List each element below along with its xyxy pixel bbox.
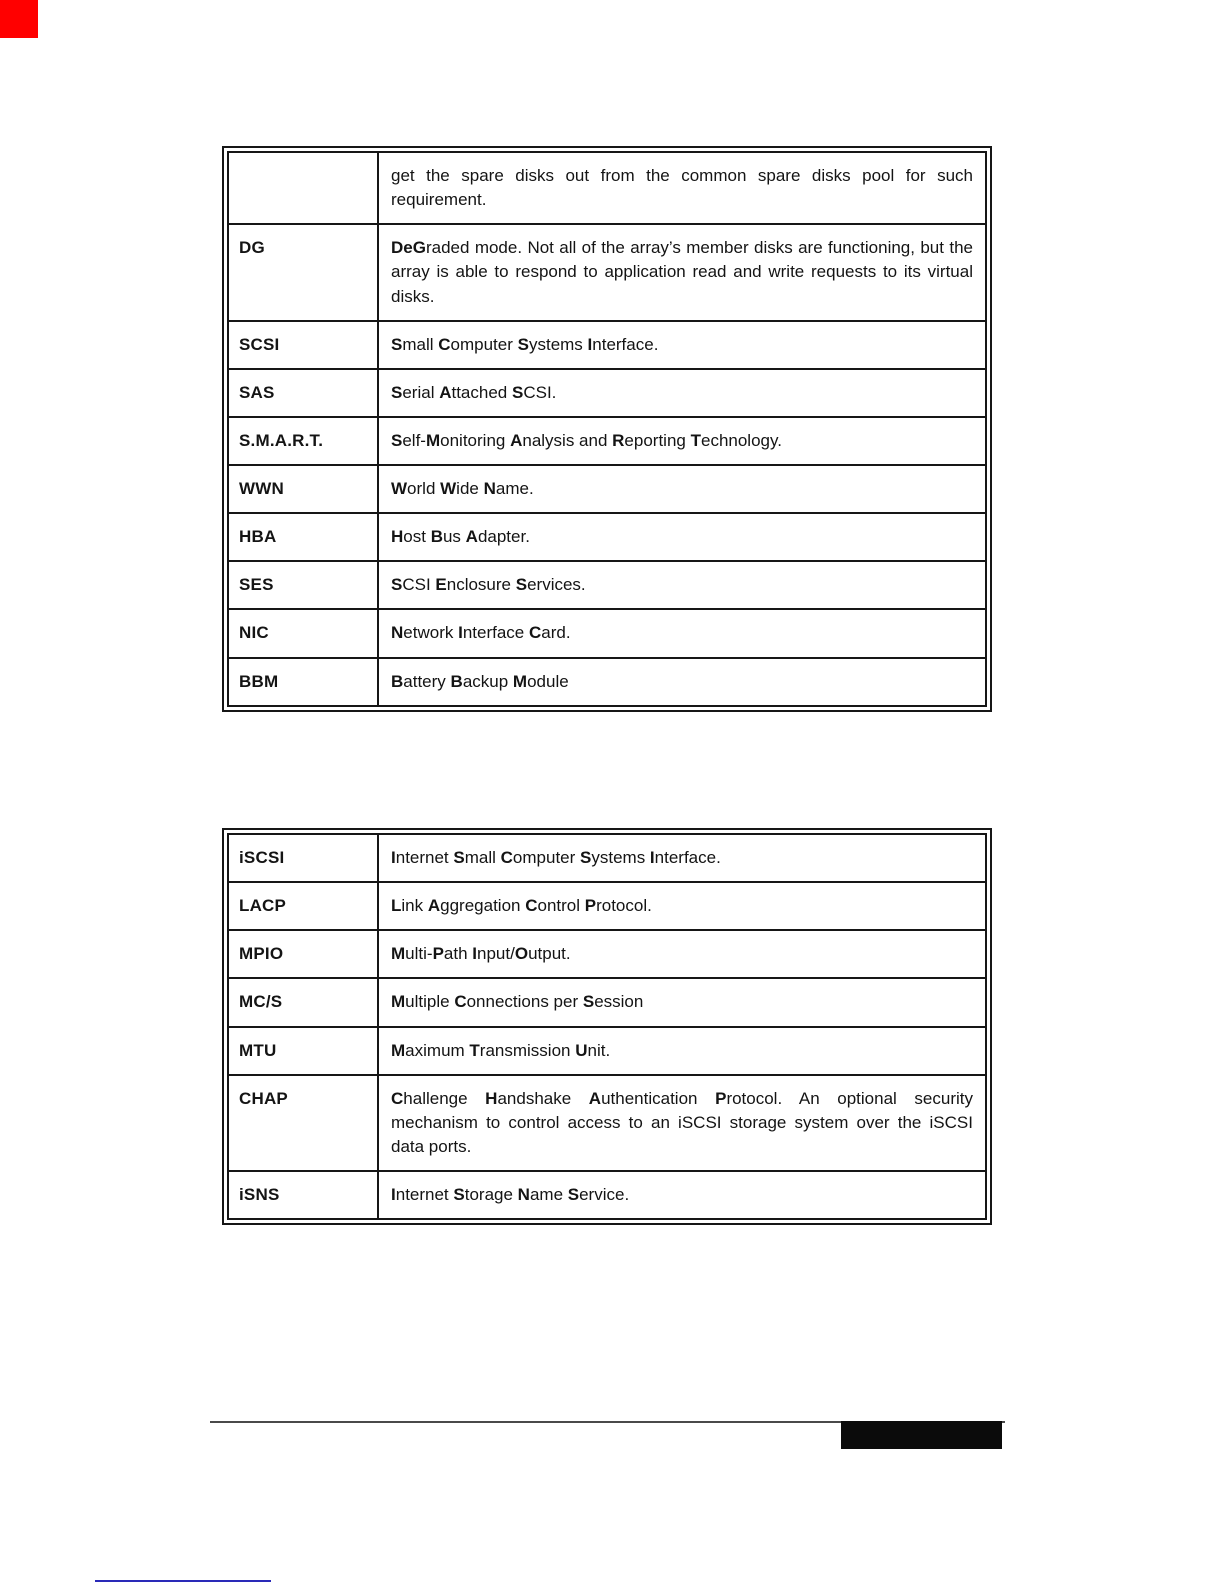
definition-text: ame [529,1185,568,1204]
term-cell: BBM [229,659,379,705]
definition-bold-letter: M [391,944,406,964]
table-row [227,151,987,225]
definition-bold-letter: S [391,382,403,402]
definition-cell [379,979,985,1025]
definition-text: nclosure [446,575,516,595]
definition-bold-letter: S [515,575,528,595]
definition-cell [379,1172,985,1218]
definition-bold-letter: C [500,848,513,867]
definition-bold-letter: E [435,575,447,595]
table-row [227,929,987,979]
definition-cell [379,322,985,368]
definition-text: ackup [462,671,513,691]
definition-bold-letter: P [715,1088,727,1108]
glossary-table-iscsi [222,828,992,1225]
definition-bold-letter: S [391,575,403,595]
footer-link-underline[interactable] [95,1580,271,1582]
term-cell: iSCSI [229,835,379,881]
definition-bold-letter: S [453,848,465,867]
definition-bold-letter: A [439,382,452,402]
definition-text: ink [401,896,428,916]
definition-text: odule [527,671,569,691]
definition-cell [379,883,985,929]
definition-bold-letter: R [612,430,625,450]
definition-text: dapter. [477,527,530,547]
definition-text: echnology. [700,430,782,450]
definition-text: ttached [451,382,512,402]
term-cell: HBA [229,514,379,560]
definition-text: ame. [495,479,534,498]
definition-bold-letter: P [584,896,597,916]
definition-bold-letter: B [450,671,463,691]
definition-text: elf- [402,430,426,450]
definition-bold-letter: O [514,944,529,964]
definition-text: ggregation [440,896,526,916]
definition-text: omputer [450,334,518,354]
glossary-table-storage [222,146,992,712]
definition-bold-letter: I [458,623,463,643]
table-row [227,608,987,658]
definition-text: aximum [405,1040,470,1060]
term-cell: S.M.A.R.T. [229,418,379,464]
definition-bold-letter: B [430,527,443,547]
definition-text: etwork [403,623,459,643]
definition-bold-letter: M [425,430,441,450]
definition-text: ide [456,479,484,498]
definition-cell [379,562,985,608]
term-cell: WWN [229,466,379,512]
definition-cell [379,514,985,560]
definition-bold-letter: S [580,848,592,867]
table-row [227,1170,987,1220]
definition-cell [379,835,985,881]
definition-bold-letter: S [511,382,524,402]
definition-text: nterface. [592,334,659,354]
definition-text: ost [403,527,431,547]
definition-bold-letter: C [438,334,451,354]
definition-bold-letter: S [567,1185,580,1204]
definition-text: ultiple [405,992,455,1012]
term-cell: MC/S [229,979,379,1025]
table-row [227,223,987,321]
definition-text: rotocol. [596,896,652,916]
definition-bold-letter: H [391,527,404,547]
definition-text: omputer [512,848,581,867]
definition-bold-letter: U [575,1040,588,1060]
definition-cell [379,931,985,977]
term-cell: MTU [229,1028,379,1074]
term-cell: SCSI [229,322,379,368]
definition-cell [379,418,985,464]
term-cell: iSNS [229,1172,379,1218]
definition-text: ystems [528,334,588,354]
term-cell: SAS [229,370,379,416]
definition-text: rotocol. An optional security mechanism to control access to an iSCSI storage system over the iSCSI data ports. [391,1088,973,1156]
definition-text: nternet [395,1185,454,1204]
table-row [227,320,987,370]
term-cell: CHAP [229,1076,379,1170]
definition-bold-letter: C [525,896,538,916]
definition-bold-letter: T [469,1040,480,1060]
definition-text: nput/ [477,944,515,964]
definition-text: uthentication [601,1088,716,1108]
definition-text: eporting [624,430,691,450]
table-row [227,657,987,707]
definition-bold-letter: B [391,671,404,691]
term-cell: DG [229,225,379,319]
term-cell [229,153,379,223]
definition-bold-letter: I [472,944,478,964]
definition-text: utput. [528,944,571,964]
definition-bold-letter: A [427,896,441,916]
definition-text: CSI [402,575,436,595]
definition-cell [379,610,985,656]
definition-text: get the spare disks out from the common spare disks pool for such requirement. [391,166,973,210]
definition-text: mall [402,334,439,354]
definition-bold-letter: I [649,848,655,867]
definition-text: onitoring [440,430,511,450]
definition-cell [379,225,985,319]
definition-bold-letter: N [517,1185,530,1204]
definition-cell [379,1028,985,1074]
definition-text: ransmission [479,1040,576,1060]
definition-bold-letter: C [454,992,467,1012]
definition-text: nit. [587,1040,611,1060]
definition-bold-letter: S [517,334,529,354]
definition-bold-letter: A [465,527,478,547]
definition-cell [379,1076,985,1170]
definition-cell [379,659,985,705]
definition-bold-letter: W [440,479,457,498]
definition-text: erial [402,382,440,402]
definition-bold-letter: I [587,334,593,354]
footer-redaction-box [841,1421,1002,1449]
term-cell: NIC [229,610,379,656]
table-row [227,416,987,466]
definition-text: nternet [395,848,454,867]
definition-text: ession [594,992,644,1012]
definition-cell [379,153,985,223]
definition-bold-letter: H [485,1088,498,1108]
definition-text: ard. [541,623,571,643]
definition-bold-letter: S [391,334,403,354]
definition-bold-letter: W [391,479,408,498]
definition-bold-letter: N [391,623,404,643]
definition-bold-letter: M [391,1040,406,1060]
definition-bold-letter: S [391,430,403,450]
definition-text: ystems [591,848,650,867]
table-row [227,464,987,514]
definition-bold-letter: C [391,1088,404,1108]
table-row [227,1074,987,1172]
definition-text: us [442,527,466,547]
definition-bold-letter: A [588,1088,602,1108]
definition-bold-letter: N [483,479,496,498]
definition-text: ontrol [537,896,585,916]
table-row [227,1026,987,1076]
definition-text: torage [464,1185,518,1204]
table-row [227,977,987,1027]
definition-bold-letter: L [391,896,402,916]
definition-text: hallenge [403,1088,486,1108]
definition-text: ervices. [527,575,586,595]
definition-text: orld [407,479,441,498]
table-row [227,560,987,610]
definition-bold-letter: M [512,671,528,691]
definition-text: nterface. [654,848,721,867]
definition-text: ulti- [405,944,433,964]
definition-bold-letter: DeG [391,238,426,258]
term-cell: SES [229,562,379,608]
term-cell: MPIO [229,931,379,977]
definition-bold-letter: P [432,944,444,964]
table-row [227,881,987,931]
definition-bold-letter: M [391,992,406,1012]
definition-bold-letter: I [391,848,396,867]
table-row [227,368,987,418]
definition-text: raded mode. Not all of the array’s member disks are functioning, but the array is able to respond to application read and write requests to its virtual disks. [391,238,973,306]
definition-text: CSI. [523,382,557,402]
definition-text: ervice. [579,1185,630,1204]
definition-text: mall [464,848,501,867]
table-row [227,512,987,562]
definition-cell [379,466,985,512]
table-row [227,833,987,883]
definition-bold-letter: S [582,992,595,1012]
page-corner-mark [0,0,38,38]
definition-bold-letter: C [528,623,542,643]
definition-text: nalysis and [522,430,613,450]
definition-bold-letter: A [510,430,523,450]
definition-bold-letter: T [690,430,701,450]
definition-bold-letter: S [453,1185,465,1204]
definition-text: ath [443,944,473,964]
definition-cell [379,370,985,416]
definition-bold-letter: I [391,1185,396,1204]
term-cell: LACP [229,883,379,929]
definition-text: nterface [462,623,529,643]
definition-text: onnections per [466,992,583,1012]
definition-text: andshake [497,1088,589,1108]
definition-text: attery [403,671,451,691]
